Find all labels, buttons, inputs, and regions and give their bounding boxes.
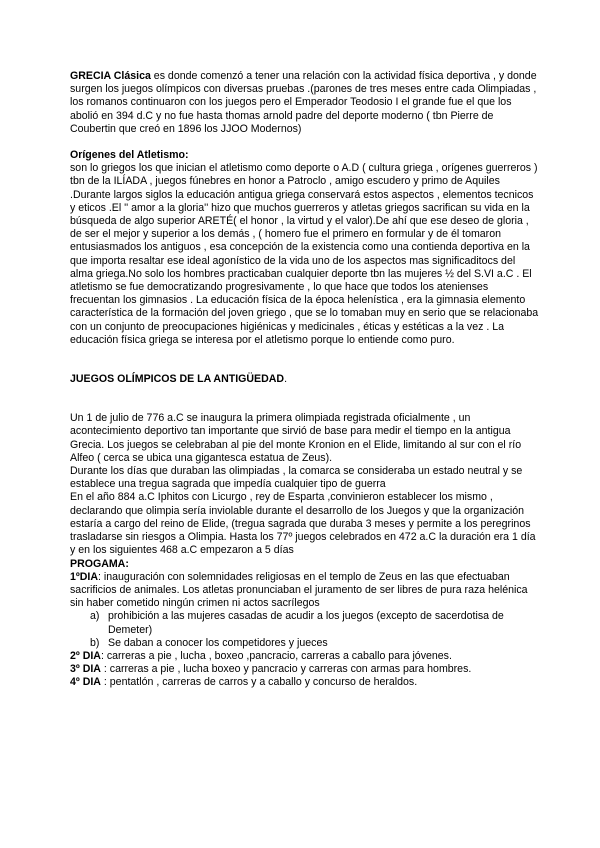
day1-text: : inauguración con solemnidades religiosas en el templo de Zeus en las que efectuaban sacrificios de animales. Los atletas pronunciaban el juramento de ser libres de pura raza helénica sin haber cometido ningún crimen ni actos sacrílegos <box>70 570 528 610</box>
list-item-text: Se daban a conocer los competidores y jueces <box>108 636 328 649</box>
programa-heading: PROGAMA: <box>70 557 129 570</box>
juegos-heading <box>70 373 540 386</box>
juegos-heading-text: JUEGOS OLÍMPICOS DE LA ANTIGÜEDAD <box>70 373 285 386</box>
day4-lead: 4º DIA <box>70 676 101 689</box>
programa-day-2 <box>70 650 540 663</box>
list-marker: a) <box>90 610 100 623</box>
programa-day-3 <box>70 663 540 676</box>
juegos-paragraph-2: Durante los días que duraban las olimpiadas , la comarca se consideraba un estado neutral y se establece una tregua sagrada que impedía cualquier tipo de guerra <box>70 465 523 491</box>
day3-lead: 3º DIA <box>70 663 101 676</box>
list-item-text: prohibición a las mujeres casadas de acudir a los juegos (excepto de sacerdotisa de Demeter) <box>108 610 504 636</box>
intro-lead: GRECIA Clásica <box>70 70 151 82</box>
origenes-paragraph: son lo griegos los que inician el atletismo como deporte o A.D ( cultura griega , orígenes guerreros ) tbn de la ILÍADA , juegos fúnebres en honor a Patroclo , amigo escudero y primo de Aquiles .Durante largos siglos la educación antigua griega conservará estos aspectos , elementos tecnicos y eticos .El '' amor a la gloria'' hizo que muchos guerreros y atletas griegos sacrifican su vida en la búsqueda de algo superior ARETÉ( el honor , la virtud y el valor).De ahí que ese deseo de gloria , de ser el mejor y superior a los demás , ( homero fue el primero en formular y de él tomaron entusiasmados los antiguos , esa concepción de la existencia como una contienda deportiva en la que importa resaltar ese ideal agonístico de la vida uno de los aspectos mas significaditocs del alma griega.No solo los hombres practicaban cualquier deporte tbn las mujeres ½ del S.VI a.C . El atletismo se fue democratizando progresivamente , lo que hace que todos los atenienses frecuentan los gimnasios . La educación física de la época helenística , era la gimnasia elemento característica de la formación del joven griego , que se lo tomaban muy en serio que se relacionaba con un conjunto de preocupaciones higiénicas y medicinales , éticas y estéticas a la vez . La educación física griega se interesa por el atletismo porque lo entiende como puro. <box>70 162 539 346</box>
juegos-paragraph-1: Un 1 de julio de 776 a.C se inaugura la primera olimpiada registrada oficialmente , un acontecimiento deportivo tan importante que sirvió de base para medir el tiempo en la antigua Grecia. Los juegos se celebraban al pie del monte Kronion en el Elide, limitando al sur con el río Alfeo ( cerca se ubica una gigantesca estatua de Zeus). <box>70 412 522 464</box>
intro-paragraph <box>70 70 540 136</box>
intro-text: es donde comenzó a tener una relación con la actividad física deportiva , y donde surgen los juegos olímpicos con diversas pruebas .(parones de tres meses entre cada Olimpiadas , los romanos continuaron con los juegos pero el Emperador Teodosio I el grande fue el que los abolió en 394 d.C y no fue hasta thomas arnold padre del deporte moderno ( tbn Pierre de Coubertin que creó en 1896 los JJOO Modernos) <box>70 70 537 135</box>
day4-text: : pentatlón , carreras de carros y a caballo y concurso de heraldos. <box>100 676 418 689</box>
document-page <box>70 70 540 690</box>
juegos-heading-dot: . <box>284 373 288 386</box>
day3-text: : carreras a pie , lucha boxeo y pancracio y carreras con armas para hombres. <box>100 663 472 676</box>
list-item <box>70 637 540 650</box>
juegos-paragraph-3: En el año 884 a.C Iphitos con Licurgo , rey de Esparta ,convinieron establecer los mismo , declarando que olimpia sería inviolable durante el desarrollo de los Juegos y que la organización estaría a cargo del reino de Elide, (tregua sagrada que duraba 3 meses y permite a los peregrinos trasladarse sin riesgos a Olimpia. Hasta los 77º juegos celebrados en 472 a.C la duración era 1 día y en los siguientes 468 a.C empezaron a 5 días <box>70 491 536 557</box>
list-marker: b) <box>90 636 100 649</box>
programa-day-1 <box>70 571 540 611</box>
day1-lead: 1ºDIA <box>70 570 99 583</box>
programa-list <box>70 610 540 650</box>
origenes-heading: Orígenes del Atletismo: <box>70 149 189 162</box>
day2-text: : carreras a pie , lucha , boxeo ,pancracio, carreras a caballo para jóvenes. <box>100 649 452 662</box>
programa-day-4 <box>70 676 540 689</box>
list-item <box>70 610 540 636</box>
day2-lead: 2º DIA <box>70 649 101 662</box>
